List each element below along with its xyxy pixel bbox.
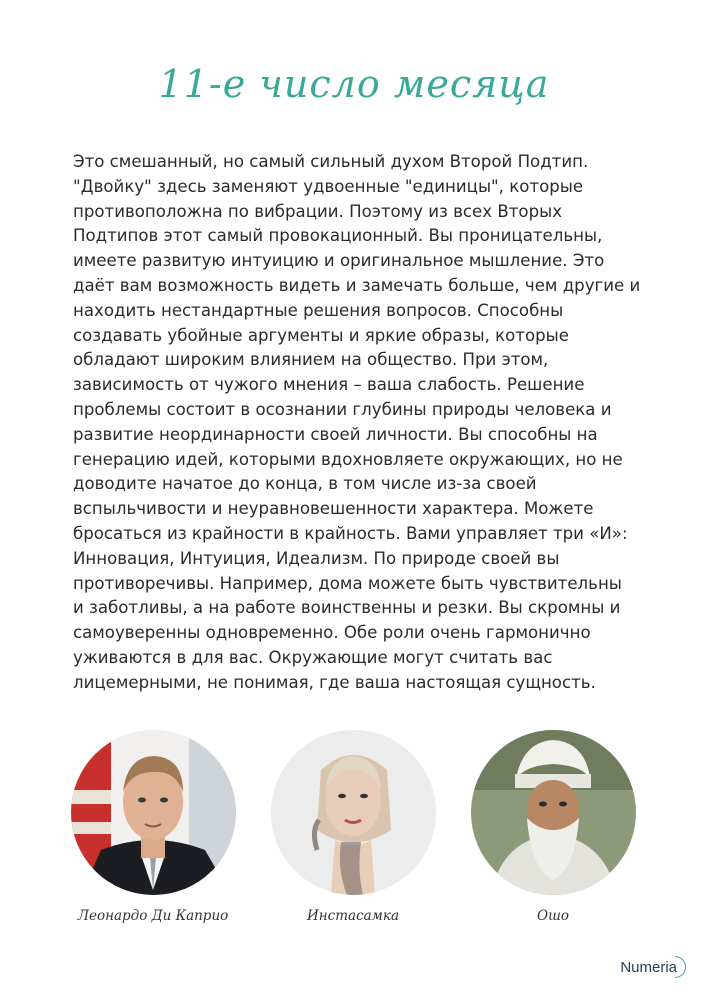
person-card [268, 730, 438, 945]
paragraph-line: Это смешанный, но самый сильный духом Второй Подтип. [73, 152, 589, 171]
paragraph-line: Подтипов этот самый провокационный. Вы проницательны, [73, 226, 603, 246]
brand-logo [620, 956, 686, 978]
page-title: 11-е число месяца [158, 62, 550, 106]
paragraph-line: зависимость от чужого мнения – ваша слабость. Решение [73, 375, 585, 395]
paragraph-line: доводите начатое до конца, в том числе из-за своей [73, 474, 537, 494]
paragraph-line: обладают широким влиянием на общество. При этом, [73, 350, 549, 370]
paragraph-line: противоречивы. Например, дома можете быть чувствительны [73, 573, 622, 593]
brand-name: Numeria [620, 958, 677, 976]
paragraph-line: даёт вам возможность видеть и замечать больше, чем другие и [73, 275, 641, 295]
paragraph-line: уживаются в для вас. Окружающие могут считать вас [73, 647, 553, 667]
paragraph-line: Инновация, Интуиция, Идеализм. По природе своей вы [73, 548, 560, 568]
person-name: Леонардо Ди Каприо [77, 908, 229, 924]
person-card [68, 730, 238, 945]
description-paragraph [73, 150, 648, 696]
brand-arc-icon [675, 956, 686, 978]
paragraph-line: имеете развитую интуицию и оригинальное мышление. Это [73, 251, 605, 271]
paragraph-line: вспыльчивости и неуравновешенности характера. Можете [73, 499, 594, 519]
person-name: Ошо [537, 908, 569, 924]
person-card [468, 730, 638, 945]
person-portrait [471, 730, 636, 895]
paragraph-line: генерацию идей, которыми вдохновляете окружающих, но не [73, 449, 623, 469]
person-portrait [71, 730, 236, 895]
paragraph-line: "Двойку" здесь заменяют удвоенные "единицы", которые [73, 176, 584, 196]
paragraph-line: лицемерными, не понимая, где ваша настоящая сущность. [73, 672, 596, 692]
paragraph-line: противоположна по вибрации. Поэтому из всех Вторых [73, 201, 563, 221]
paragraph-line: проблемы состоит в осознании глубины природы человека и [73, 399, 612, 419]
person-portrait [271, 730, 436, 895]
paragraph-line: находить нестандартные решения вопросов. Способны [73, 300, 564, 320]
paragraph-line: и заботливы, а на работе воинственны и резки. Вы скромны и [73, 598, 621, 618]
person-name: Инстасамка [307, 908, 399, 924]
paragraph-line: развитие неординарности своей личности. Вы способны на [73, 424, 598, 444]
paragraph-line: бросаться из крайности в крайность. Вами управляет три «И»: [73, 523, 628, 543]
paragraph-line: создавать убойные аргументы и яркие образы, которые [73, 325, 569, 345]
paragraph-line: самоуверенны одновременно. Обе роли очень гармонично [73, 623, 591, 643]
